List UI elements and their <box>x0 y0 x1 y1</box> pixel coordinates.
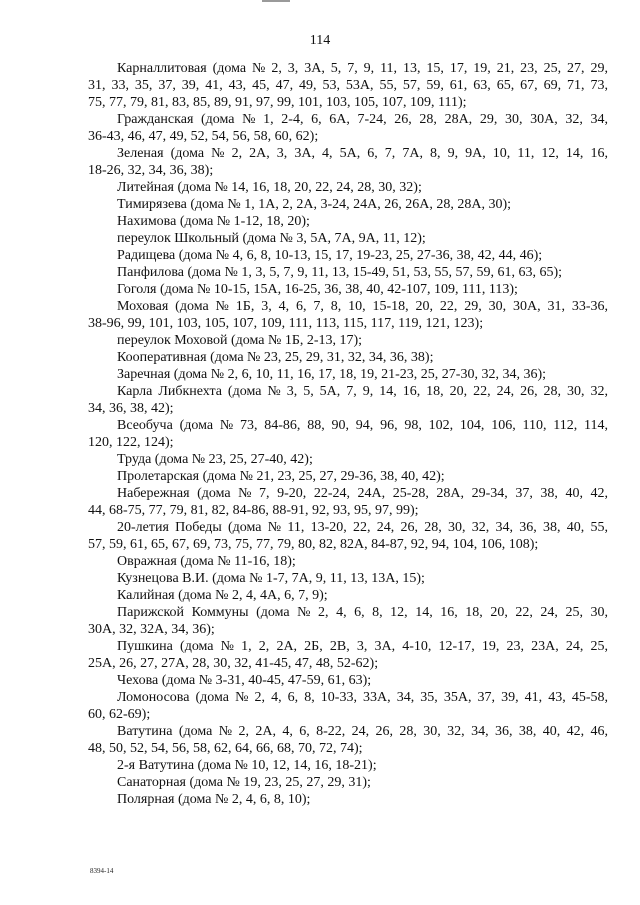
street-entry <box>88 349 608 366</box>
street-entry-line: 34, 36, 38, 42); <box>88 401 174 416</box>
street-entry-line: 75, 77, 79, 81, 83, 85, 89, 91, 97, 99, 101, 103, 105, 107, 109, 111); <box>88 95 467 110</box>
street-entry-line: Карла Либкнехта (дома № 3, 5, 5А, 7, 9, 14, 16, 18, 20, 22, 24, 26, 28, 30, 32, <box>117 384 608 399</box>
street-entry <box>88 230 608 247</box>
street-entry-line: Зеленая (дома № 2, 2А, 3, 3А, 4, 5А, 6, 7, 7А, 8, 9, 9А, 10, 11, 12, 14, 16, <box>117 146 608 161</box>
street-entry-line: Ломоносова (дома № 2, 4, 6, 8, 10-33, 33А, 34, 35, 35А, 37, 39, 41, 43, 45-58, <box>117 690 608 705</box>
street-entry <box>88 111 608 145</box>
street-entry <box>88 213 608 230</box>
street-entry-line: 120, 122, 124); <box>88 435 174 450</box>
street-entry <box>88 417 608 451</box>
street-entry <box>88 757 608 774</box>
street-entry-line: Труда (дома № 23, 25, 27-40, 42); <box>117 452 313 467</box>
street-entry <box>88 179 608 196</box>
street-entry-line: 60, 62-69); <box>88 707 151 722</box>
street-entry <box>88 791 608 808</box>
street-entry-line: Кузнецова В.И. (дома № 1-7, 7А, 9, 11, 13, 13А, 15); <box>117 571 425 586</box>
street-entry <box>88 451 608 468</box>
footer-code: 8394-14 <box>90 867 114 875</box>
street-entry-line: переулок Школьный (дома № 3, 5А, 7А, 9А, 11, 12); <box>117 231 426 246</box>
street-entry <box>88 298 608 332</box>
street-entry-line: Калийная (дома № 2, 4, 4А, 6, 7, 9); <box>117 588 328 603</box>
street-entry <box>88 774 608 791</box>
street-entry <box>88 570 608 587</box>
street-entry-line: 57, 59, 61, 65, 67, 69, 73, 75, 77, 79, 80, 82, 82А, 84-87, 92, 94, 104, 106, 108); <box>88 537 539 552</box>
street-entry-line: Карналлитовая (дома № 2, 3, 3А, 5, 7, 9, 11, 13, 15, 17, 19, 21, 23, 25, 27, 29, <box>117 61 608 76</box>
street-entry <box>88 553 608 570</box>
street-entry <box>88 145 608 179</box>
street-entry-line: 36-43, 46, 47, 49, 52, 54, 56, 58, 60, 62); <box>88 129 319 144</box>
page-number: 114 <box>309 33 331 48</box>
street-entry <box>88 383 608 417</box>
street-entry-line: 44, 68-75, 77, 79, 81, 82, 84-86, 88-91, 92, 93, 95, 97, 99); <box>88 503 419 518</box>
street-entry <box>88 60 608 111</box>
street-list <box>88 60 608 808</box>
street-entry <box>88 604 608 638</box>
street-entry-line: 31, 33, 35, 37, 39, 41, 43, 45, 47, 49, 53, 53А, 55, 57, 59, 61, 63, 65, 67, 69, 71, 73, <box>88 78 608 93</box>
street-entry-line: Заречная (дома № 2, 6, 10, 11, 16, 17, 18, 19, 21-23, 25, 27-30, 32, 34, 36); <box>117 367 546 382</box>
street-entry-line: 25А, 26, 27, 27А, 28, 30, 32, 41-45, 47, 48, 52-62); <box>88 656 379 671</box>
street-entry-line: 30А, 32, 32А, 34, 36); <box>88 622 215 637</box>
street-entry-line: Нахимова (дома № 1-12, 18, 20); <box>117 214 310 229</box>
street-entry-line: 38-96, 99, 101, 103, 105, 107, 109, 111, 113, 115, 117, 119, 121, 123); <box>88 316 484 331</box>
street-entry <box>88 281 608 298</box>
street-entry <box>88 332 608 349</box>
street-entry <box>88 689 608 723</box>
street-entry <box>88 264 608 281</box>
street-entry-line: Кооперативная (дома № 23, 25, 29, 31, 32, 34, 36, 38); <box>117 350 434 365</box>
street-entry-line: Санаторная (дома № 19, 23, 25, 27, 29, 31); <box>117 775 371 790</box>
street-entry <box>88 485 608 519</box>
street-entry-line: Пушкина (дома № 1, 2, 2А, 2Б, 2В, 3, 3А, 4-10, 12-17, 19, 23, 23А, 24, 25, <box>117 639 608 654</box>
street-entry-line: Радищева (дома № 4, 6, 8, 10-13, 15, 17, 19-23, 25, 27-36, 38, 42, 44, 46); <box>117 248 543 263</box>
street-entry-line: Панфилова (дома № 1, 3, 5, 7, 9, 11, 13, 15-49, 51, 53, 55, 57, 59, 61, 63, 65); <box>117 265 563 280</box>
street-entry-line: переулок Моховой (дома № 1Б, 2-13, 17); <box>117 333 363 348</box>
street-entry-line: Ватутина (дома № 2, 2А, 4, 6, 8-22, 24, 26, 28, 30, 32, 34, 36, 38, 40, 42, 46, <box>117 724 608 739</box>
street-entry-line: Набережная (дома № 7, 9-20, 22-24, 24А, 25-28, 28А, 29-34, 37, 38, 40, 42, <box>117 486 608 501</box>
street-entry <box>88 468 608 485</box>
street-entry-line: Полярная (дома № 2, 4, 6, 8, 10); <box>117 792 311 807</box>
street-entry-line: Литейная (дома № 14, 16, 18, 20, 22, 24, 28, 30, 32); <box>117 180 422 195</box>
street-entry-line: Чехова (дома № 3-31, 40-45, 47-59, 61, 63); <box>117 673 372 688</box>
street-entry-line: 48, 50, 52, 54, 56, 58, 62, 64, 66, 68, 70, 72, 74); <box>88 741 363 756</box>
street-entry-line: Тимирязева (дома № 1, 1А, 2, 2А, 3-24, 24А, 26, 26А, 28, 28А, 30); <box>117 197 511 212</box>
street-entry-line: Гоголя (дома № 10-15, 15А, 16-25, 36, 38, 40, 42-107, 109, 111, 113); <box>117 282 518 297</box>
street-entry <box>88 638 608 672</box>
street-entry-line: Всеобуча (дома № 73, 84-86, 88, 90, 94, 96, 98, 102, 104, 106, 110, 112, 114, <box>117 418 608 433</box>
street-entry <box>88 196 608 213</box>
street-entry <box>88 587 608 604</box>
street-entry-line: Гражданская (дома № 1, 2-4, 6, 6А, 7-24, 26, 28, 28А, 29, 30, 30А, 32, 34, <box>117 112 608 127</box>
scan-top-mark <box>262 0 290 2</box>
street-entry-line: 20-летия Победы (дома № 11, 13-20, 22, 24, 26, 28, 30, 32, 34, 36, 38, 40, 55, <box>117 520 608 535</box>
street-entry-line: Овражная (дома № 11-16, 18); <box>117 554 296 569</box>
street-entry-line: 2-я Ватутина (дома № 10, 12, 14, 16, 18-21); <box>117 758 377 773</box>
street-entry-line: 18-26, 32, 34, 36, 38); <box>88 163 214 178</box>
street-entry <box>88 519 608 553</box>
street-entry <box>88 672 608 689</box>
street-entry <box>88 723 608 757</box>
street-entry-line: Моховая (дома № 1Б, 3, 4, 6, 7, 8, 10, 15-18, 20, 22, 29, 30, 30А, 31, 33-36, <box>117 299 608 314</box>
street-entry <box>88 366 608 383</box>
street-entry-line: Парижской Коммуны (дома № 2, 4, 6, 8, 12, 14, 16, 18, 20, 22, 24, 25, 30, <box>117 605 608 620</box>
street-entry <box>88 247 608 264</box>
street-entry-line: Пролетарская (дома № 21, 23, 25, 27, 29-36, 38, 40, 42); <box>117 469 445 484</box>
